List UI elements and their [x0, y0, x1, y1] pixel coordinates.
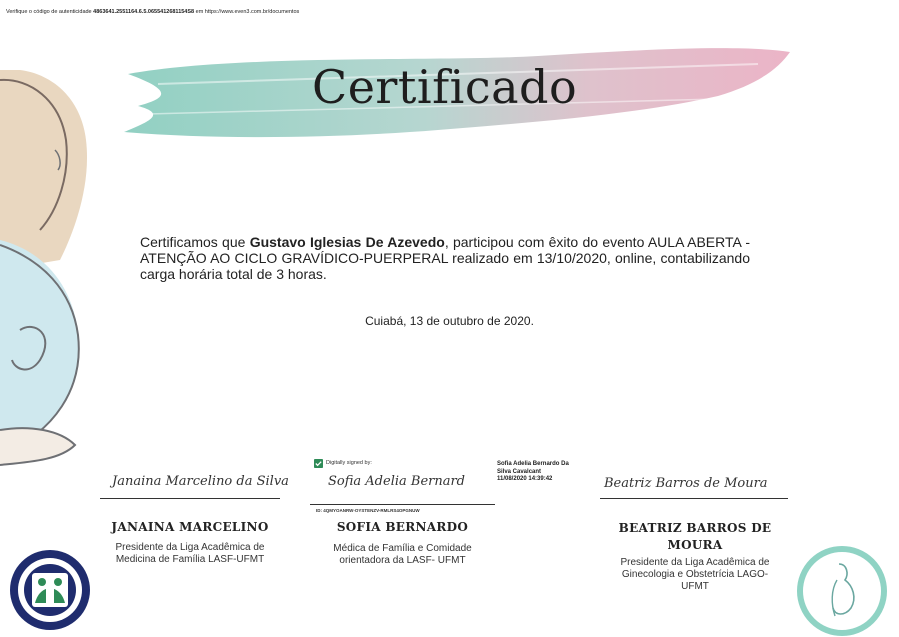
place-date-row: [0, 314, 899, 328]
digital-signature-label: Digitally signed by:: [326, 460, 372, 466]
participant-name: Gustavo Iglesias De Azevedo: [249, 234, 445, 250]
lago-logo-icon: [795, 546, 889, 636]
shield-check-icon: [314, 459, 323, 468]
signature-1-name: JANAINA MARCELINO: [111, 520, 269, 534]
place-date: Cuiabá, 13 de outubro de 2020.: [365, 314, 534, 328]
digital-signature-details: [497, 461, 582, 484]
signature-3-role: Presidente da Liga Acadêmica de Ginecologia e Obstetrícia LAGO-UFMT: [620, 557, 770, 592]
digital-signer-name: Sofia Adelia Bernardo Da Silva Cavalcant: [497, 461, 569, 475]
verification-code: 4863641.2551164.6.5.0655412681154S8: [93, 9, 195, 15]
verification-prefix: Verifique o código de autenticidade: [6, 9, 94, 15]
body-text: , participou com êxito do evento AULA ABERTA - ATENÇÃO AO CICLO GRAVÍDICO-PUERPERAL realizado em 13/10/2020, online, contabilizando carga horária total de 3 horas.: [140, 234, 751, 282]
signature-2-line: [310, 504, 495, 505]
digital-sign-date: 11/08/2020 14:39:42: [497, 476, 553, 482]
signature-3-name: BEATRIZ BARROS DE MOURA: [618, 521, 772, 552]
signature-1-line: [100, 498, 280, 499]
verification-url[interactable]: em https://www.even3.com.br/documentos: [194, 9, 300, 15]
signature-1-role: Presidente da Liga Acadêmica de Medicina de Família LASF-UFMT: [115, 542, 265, 565]
signature-2-script: Sofia Adelia Bernard: [328, 474, 466, 489]
signature-1-script: Janaina Marcelino da Silva: [112, 474, 289, 489]
certificate-title: Certificado: [312, 60, 578, 114]
signature-3-line: [600, 498, 788, 499]
signature-2-name: SOFIA BERNARDO: [336, 520, 469, 534]
body-intro: Certificamos que: [140, 234, 250, 250]
certificate-body: [140, 234, 750, 282]
lasf-logo-icon: [2, 545, 98, 635]
verification-line: [6, 9, 299, 15]
signature-2-role: Médica de Família e Comidade orientadora da LASF- UFMT: [333, 543, 472, 566]
signature-3-script: Beatriz Barros de Moura: [604, 476, 768, 491]
digital-signature-id: ID: 4QMYOANRW-OYSTENZV-RMLRS4OPGNUW: [316, 508, 420, 513]
